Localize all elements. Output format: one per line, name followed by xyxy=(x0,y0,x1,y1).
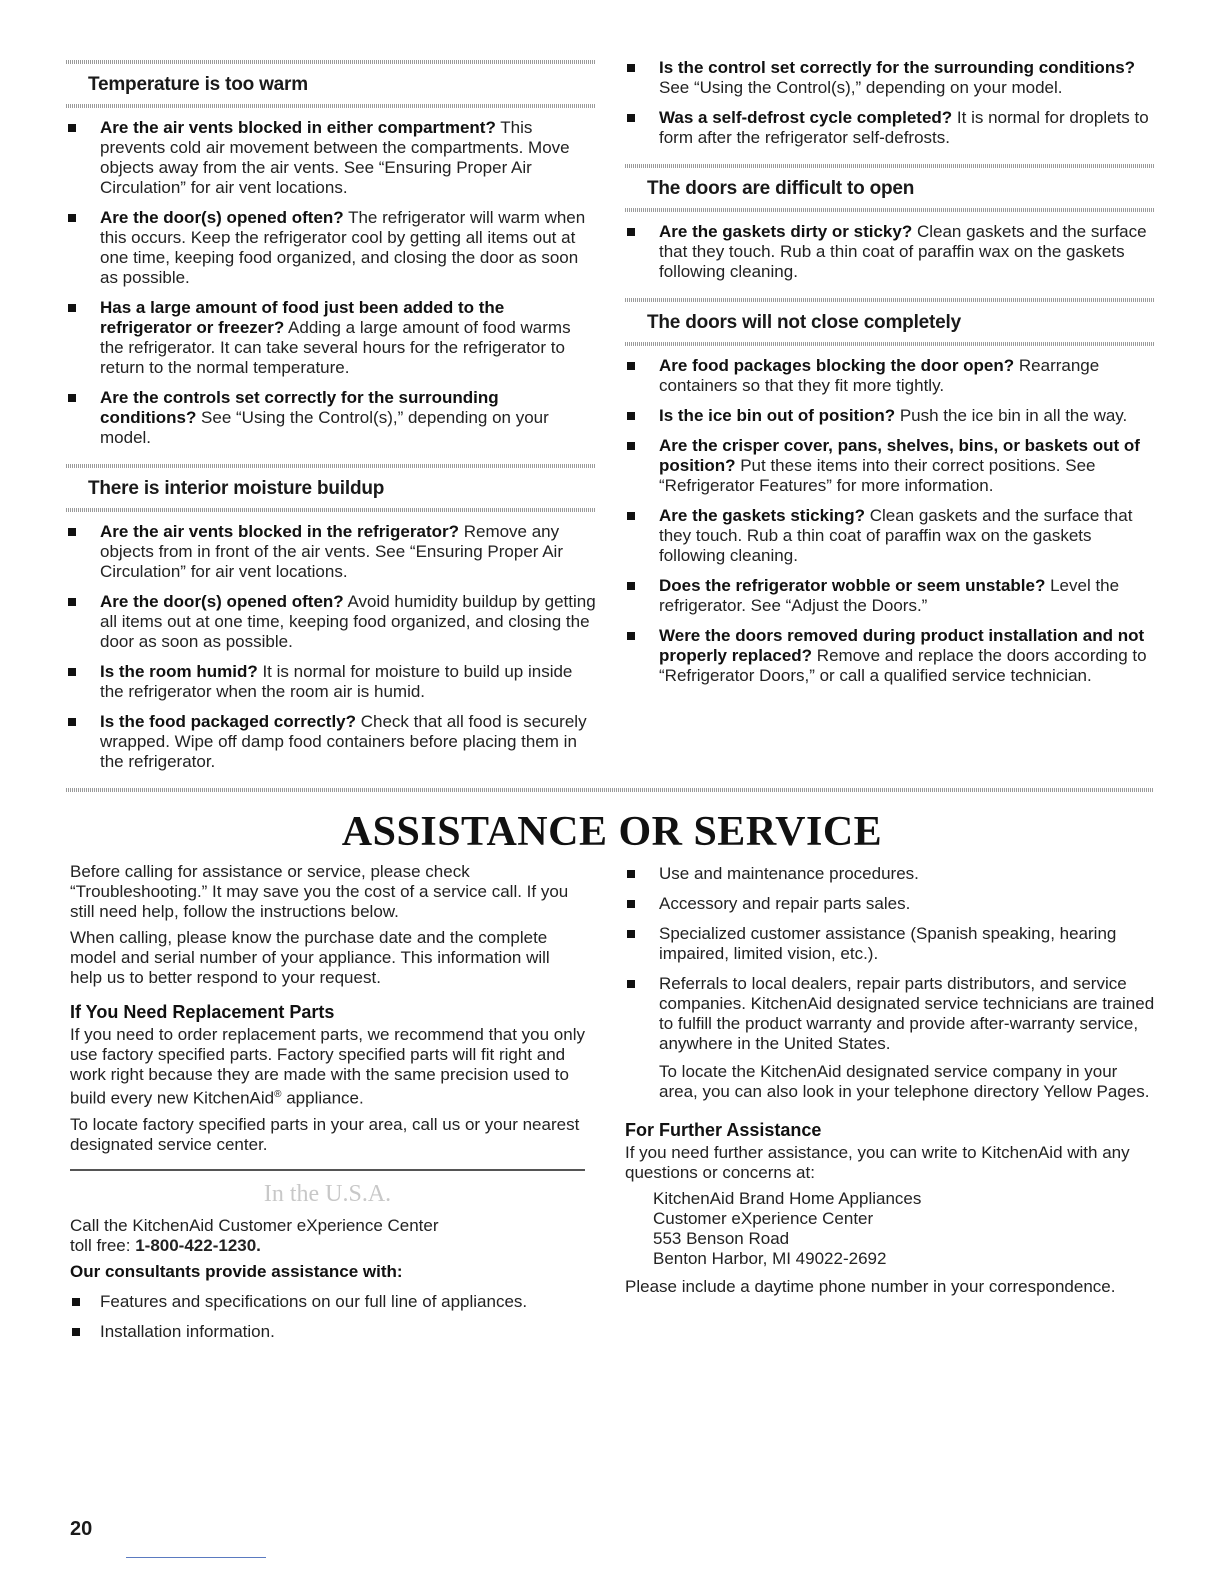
page-number: 20 xyxy=(70,1518,93,1540)
address-line: 553 Benson Road xyxy=(653,1229,790,1248)
further-assistance-heading: For Further Assistance xyxy=(625,1120,822,1140)
page-divider xyxy=(66,788,1154,792)
list-item: Is the food packaged correctly? Check that all food is securely wrapped. Wipe off damp food containers before placing them in the refrigerator. xyxy=(66,712,596,772)
parts-heading: If You Need Replacement Parts xyxy=(70,1002,335,1022)
consultants-heading: Our consultants provide assistance with: xyxy=(70,1261,403,1281)
list-item: Are the gaskets dirty or sticky? Clean gaskets and the surface that they touch. Rub a thin coat of paraffin wax on the gaskets following cleaning. xyxy=(625,222,1155,282)
address-line: Benton Harbor, MI 49022-2692 xyxy=(653,1249,887,1268)
address-line: KitchenAid Brand Home Appliances xyxy=(653,1189,922,1208)
phone-number: 1-800-422-1230. xyxy=(135,1235,261,1255)
list-item: Specialized customer assistance (Spanish speaking, hearing impaired, limited vision, etc.). xyxy=(625,924,1155,964)
address-line: Customer eXperience Center xyxy=(653,1209,874,1228)
assistance-right-column xyxy=(625,854,1155,1303)
assistance-left-column xyxy=(70,862,585,1342)
further-assistance-text: If you need further assistance, you can write to KitchenAid with any questions or concerns at: xyxy=(625,1143,1130,1182)
list-item: Is the room humid? It is normal for moisture to build up inside the refrigerator when the room air is humid. xyxy=(66,662,596,702)
right-troubleshooting-column xyxy=(625,48,1155,686)
list-item: Are the door(s) opened often? Avoid humidity buildup by getting all items out at one time, keeping food organized, and closing the door as soon as possible. xyxy=(66,592,596,652)
moisture-list xyxy=(66,522,596,772)
list-item: Features and specifications on our full line of appliances. xyxy=(70,1292,585,1312)
list-item: Referrals to local dealers, repair parts distributors, and service companies. KitchenAid designated service technicians are trained to fulfill the product warranty and provide after-warranty service, anywhere in the United States. xyxy=(625,974,1155,1054)
list-item: Are the door(s) opened often? The refrigerator will warm when this occurs. Keep the refrigerator cool by getting all items out at one time, keeping food organized, and closing the door as soon as possible. xyxy=(66,208,596,288)
left-troubleshooting-column xyxy=(66,60,596,772)
usa-heading: In the U.S.A. xyxy=(263,1180,392,1207)
list-item: Is the control set correctly for the surrounding conditions? See “Using the Control(s),” depending on your model. xyxy=(625,58,1155,98)
section-divider xyxy=(625,208,1155,212)
list-item: Are the crisper cover, pans, shelves, bins, or baskets out of position? Put these items into their correct positions. See “Refrigerator Features” for more information. xyxy=(625,436,1155,496)
section-divider xyxy=(625,342,1155,346)
list-item: Are the controls set correctly for the surrounding conditions? See “Using the Control(s),” depending on your model. xyxy=(66,388,596,448)
section-heading-not-close: The doors will not close completely xyxy=(647,312,961,333)
section-heading-too-warm: Temperature is too warm xyxy=(88,74,308,95)
toll-free-line: toll free: 1-800-422-1230. xyxy=(70,1235,261,1255)
parts-paragraph: If you need to order replacement parts, we recommend that you only use factory specified parts. Factory specified parts will fit right and work right because they are made with the same precision used to build every new KitchenAid® appliance. xyxy=(70,1025,585,1108)
usa-divider xyxy=(70,1169,585,1171)
list-item: Are the gaskets sticking? Clean gaskets and the surface that they touch. Rub a thin coat of paraffin wax on the gaskets following cleaning. xyxy=(625,506,1155,566)
section-divider xyxy=(66,508,596,512)
too-warm-list xyxy=(66,118,596,448)
locate-service-paragraph: To locate the KitchenAid designated service company in your area, you can also look in your telephone directory Yellow Pages. xyxy=(659,1062,1150,1101)
list-item: Is the ice bin out of position? Push the ice bin in all the way. xyxy=(625,406,1155,426)
intro-paragraph: When calling, please know the purchase date and the complete model and serial number of your appliance. This information will help us to better respond to your request. xyxy=(70,928,550,987)
list-item: Accessory and repair parts sales. xyxy=(625,894,1155,914)
not-close-list xyxy=(625,356,1155,686)
intro-paragraph: Before calling for assistance or service, please check “Troubleshooting.” It may save you the cost of a service call. If you still need help, follow the instructions below. xyxy=(70,862,569,921)
footer-line xyxy=(126,1557,266,1558)
consultants-list-left xyxy=(70,1292,585,1342)
list-item: Was a self-defrost cycle completed? It is normal for droplets to form after the refrigerator self-defrosts. xyxy=(625,108,1155,148)
mailing-address xyxy=(653,1189,1155,1269)
list-item: Are the air vents blocked in the refrigerator? Remove any objects from in front of the air vents. See “Ensuring Proper Air Circulation” for air vent locations. xyxy=(66,522,596,582)
list-item: Were the doors removed during product installation and not properly replaced? Remove and replace the doors according to “Refrigerator Doors,” or call a qualified service technician. xyxy=(625,626,1155,686)
list-item: Are the air vents blocked in either compartment? This prevents cold air movement between the compartments. Move objects away from the air vents. See “Ensuring Proper Air Circulation” for air vent locations. xyxy=(66,118,596,198)
list-item: Has a large amount of food just been added to the refrigerator or freezer? Adding a large amount of food warms the refrigerator. It can take several hours for the refrigerator to return to the normal temperature. xyxy=(66,298,596,378)
list-item: Are food packages blocking the door open? Rearrange containers so that they fit more tightly. xyxy=(625,356,1155,396)
closing-note: Please include a daytime phone number in your correspondence. xyxy=(625,1277,1116,1296)
difficult-open-list xyxy=(625,222,1155,282)
consultants-list-right xyxy=(625,864,1155,1054)
controls-list xyxy=(625,58,1155,148)
list-item: Installation information. xyxy=(70,1322,585,1342)
list-item: Use and maintenance procedures. xyxy=(625,864,1155,884)
parts-paragraph: To locate factory specified parts in your area, call us or your nearest designated service center. xyxy=(70,1114,580,1154)
section-heading-moisture: There is interior moisture buildup xyxy=(88,478,385,499)
section-divider xyxy=(66,104,596,108)
page-title: ASSISTANCE OR SERVICE xyxy=(341,809,883,855)
section-heading-difficult-open: The doors are difficult to open xyxy=(647,178,915,199)
list-item: Does the refrigerator wobble or seem unstable? Level the refrigerator. See “Adjust the Doors.” xyxy=(625,576,1155,616)
call-line: Call the KitchenAid Customer eXperience Center xyxy=(70,1215,439,1235)
